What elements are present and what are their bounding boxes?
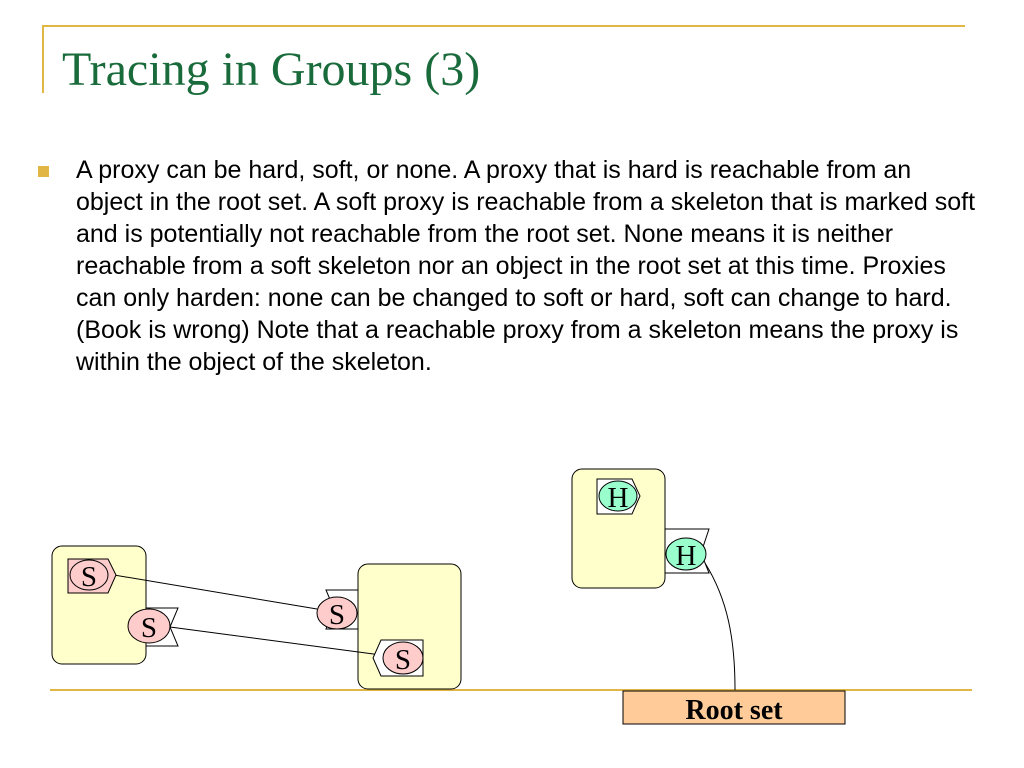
middle-skeleton-label: S bbox=[394, 644, 412, 676]
right-proxy-label: H bbox=[675, 540, 697, 572]
left-proxy-to-middle-skeleton-line bbox=[170, 627, 381, 655]
root-set-box bbox=[623, 691, 845, 726]
left-skeleton-label: S bbox=[80, 561, 98, 593]
left-proxy-label: S bbox=[140, 612, 158, 644]
right-skeleton-label: H bbox=[607, 482, 629, 514]
middle-proxy-label: S bbox=[328, 599, 346, 631]
slide-title: Tracing in Groups (3) bbox=[62, 43, 481, 96]
middle-proxy-marker bbox=[317, 590, 358, 631]
root-set-label: Root set bbox=[685, 695, 783, 726]
root-to-hard-proxy-line bbox=[705, 563, 735, 690]
right-proxy-marker bbox=[665, 529, 709, 573]
middle-skeleton-marker bbox=[373, 640, 423, 676]
left-skeleton-marker bbox=[68, 559, 116, 593]
bullet-text: A proxy can be hard, soft, or none. A proxy that is hard is reachable from an object in the root set. A soft proxy is reachable from a skeleton that is marked soft and is potentially not reachable from the root set. None means it is neither reachable from a soft skeleton nor an object in the root set at this time. Proxies can only harden: none can be changed to soft or hard, soft can change to hard. (Book is wrong) Note that a reachable proxy from a skeleton means the proxy is within the object of the skeleton. bbox=[76, 156, 976, 376]
right-skeleton-marker bbox=[597, 479, 640, 514]
